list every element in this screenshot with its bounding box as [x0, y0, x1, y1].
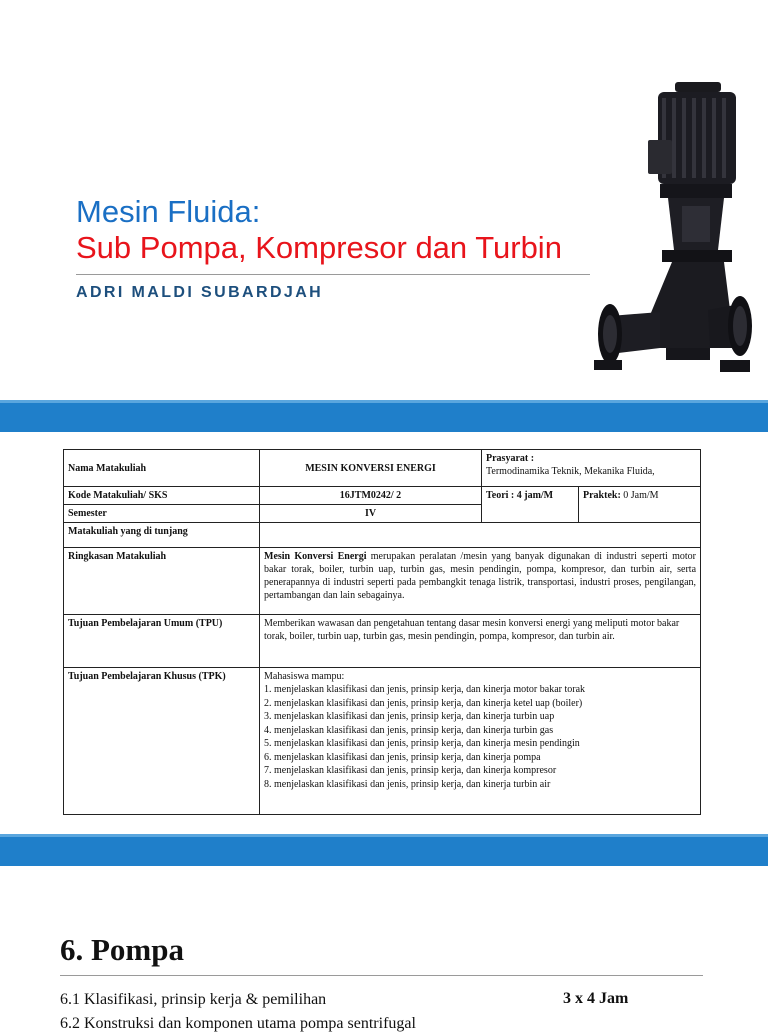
- nama-label: Nama Matakuliah: [64, 450, 260, 487]
- chapter-slide: [0, 866, 768, 1032]
- praktek-value: 0 Jam/M: [623, 490, 659, 501]
- table-row: [64, 615, 701, 668]
- title-divider: [76, 274, 590, 275]
- table-row: [64, 548, 701, 615]
- list-item: 6. menjelaskan klasifikasi dan jenis, prinsip kerja, dan kinerja pompa: [264, 751, 541, 763]
- praktek-cell: [579, 487, 701, 523]
- list-item: 1. menjelaskan klasifikasi dan jenis, prinsip kerja, dan kinerja motor bakar torak: [264, 684, 586, 695]
- blue-divider-band: [0, 834, 768, 866]
- prasyarat-label: Prasyarat :: [486, 453, 535, 464]
- course-info-table: [63, 449, 701, 815]
- table-row: [64, 668, 701, 815]
- blue-divider-band: [0, 400, 768, 432]
- chapter-item: 6.1 Klasifikasi, prinsip kerja & pemilihan: [60, 991, 327, 1008]
- list-item: 4. menjelaskan klasifikasi dan jenis, prinsip kerja, dan kinerja turbin gas: [264, 724, 554, 736]
- chapter-item: 6.2 Konstruksi dan komponen utama pompa sentrifugal: [60, 1015, 416, 1032]
- list-item: 3. menjelaskan klasifikasi dan jenis, prinsip kerja, dan kinerja turbin uap: [264, 711, 555, 722]
- ringkasan-bold: Mesin Konversi Energi: [264, 551, 367, 562]
- list-item: 2. menjelaskan klasifikasi dan jenis, prinsip kerja, dan kinerja ketel uap (boiler): [264, 697, 583, 709]
- tpu-label: Tujuan Pembelajaran Umum (TPU): [64, 615, 260, 668]
- semester-value: IV: [260, 505, 482, 523]
- chapter-title: 6. Pompa: [60, 932, 184, 967]
- chapter-hours: 3 x 4 Jam: [563, 990, 629, 1007]
- author-name: ADRI MALDI SUBARDJAH: [76, 284, 324, 301]
- semester-label: Semester: [64, 505, 260, 523]
- tunjang-label: Matakuliah yang di tunjang: [64, 523, 260, 548]
- kode-value: 16JTM0242/ 2: [260, 487, 482, 505]
- pump-illustration: [590, 80, 755, 390]
- list-item: 5. menjelaskan klasifikasi dan jenis, prinsip kerja, dan kinerja mesin pendingin: [264, 738, 580, 749]
- list-item: 7. menjelaskan klasifikasi dan jenis, prinsip kerja, dan kinerja kompresor: [264, 765, 557, 776]
- ringkasan-text: merupakan peralatan /mesin yang banyak digunakan di industri seperti motor bakar torak, boiler, turbin uap, turbin gas, mesin pendingin, pompa, kompresor, dan turbin air, serta penerapannya di industri seperti pada pembangkit tenaga listrik, transportasi, industri proses, pengilangan, pertambangan dan lain sebagainya.: [264, 551, 697, 601]
- kode-label: Kode Matakuliah/ SKS: [64, 487, 260, 505]
- tpk-value: [260, 668, 701, 815]
- tunjang-value: [260, 523, 701, 548]
- table-row: [64, 487, 701, 505]
- cover-slide: [0, 0, 768, 400]
- table-row: [64, 450, 701, 487]
- prasyarat-value: Termodinamika Teknik, Mekanika Fluida,: [486, 466, 655, 477]
- tpk-intro: Mahasiswa mampu:: [264, 671, 345, 682]
- list-item: 8. menjelaskan klasifikasi dan jenis, prinsip kerja, dan kinerja turbin air: [264, 778, 551, 790]
- ringkasan-label: Ringkasan Matakuliah: [64, 548, 260, 615]
- praktek-label: Praktek:: [583, 490, 621, 501]
- teori-value: Teori : 4 jam/M: [482, 487, 579, 523]
- nama-value: MESIN KONVERSI ENERGI: [260, 450, 482, 487]
- course-slide: [0, 432, 768, 834]
- table-row: [64, 523, 701, 548]
- ringkasan-value: [260, 548, 701, 615]
- tpk-list: [264, 683, 696, 791]
- tpk-label: Tujuan Pembelajaran Khusus (TPK): [64, 668, 260, 815]
- chapter-divider: [60, 975, 703, 976]
- cover-title-line1: Mesin Fluida:: [76, 194, 261, 229]
- tpu-value: Memberikan wawasan dan pengetahuan tentang dasar mesin konversi energi yang meliputi motor bakar torak, boiler, turbin uap, turbin gas, mesin pendingin, pompa, kompresor, dan turbin air.: [260, 615, 701, 668]
- cover-title-line2: Sub Pompa, Kompresor dan Turbin: [76, 230, 562, 265]
- prasyarat-cell: [482, 450, 701, 487]
